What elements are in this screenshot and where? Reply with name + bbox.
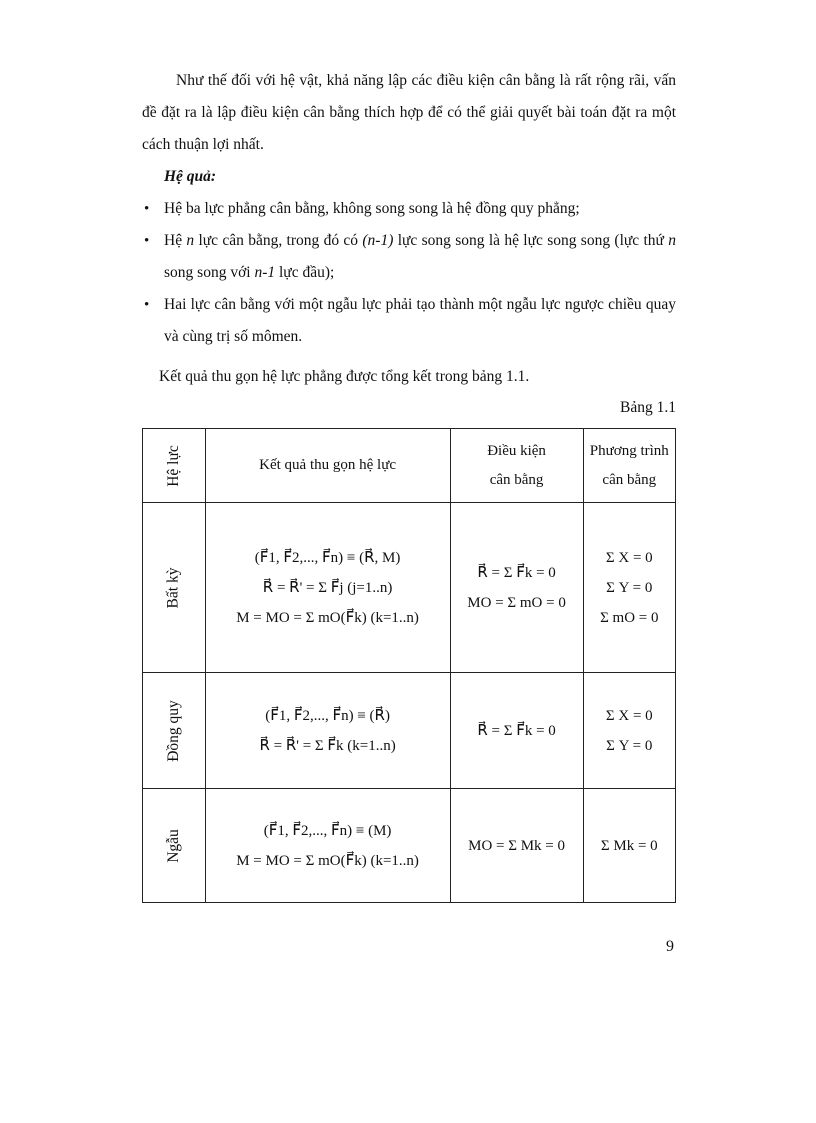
header-equations: Phương trình cân bằng [583, 429, 675, 503]
consequence-heading: Hệ quả: [164, 168, 217, 185]
intro-paragraph: Như thế đối với hệ vật, khả năng lập các điều kiện cân bằng là rất rộng rãi, vấn đề đặt ra là lập điều kiện cân bằng thích hợp để có thể giải quyết bài toán đặt ra một cách thuận lợi nhất. [142, 72, 676, 153]
table-row [143, 503, 676, 673]
list-item: • Hệ ba lực phẳng cân bằng, không song song là hệ đồng quy phẳng; [142, 193, 676, 225]
header-condition: Điều kiện cân bằng [450, 429, 583, 503]
list-item: • Hai lực cân bằng với một ngẫu lực phải tạo thành một ngẫu lực ngược chiều quay và cùng trị số mômen. [142, 289, 676, 353]
reduction-cell: (F⃗1, F⃗2,..., F⃗n) ≡ (M) M = MO = Σ mO(F⃗k) (k=1..n) [205, 789, 450, 903]
summary-text: Kết quả thu gọn hệ lực phẳng được tổng kết trong bảng 1.1. [159, 368, 530, 385]
table-caption: Bảng 1.1 [620, 399, 676, 416]
reduction-cell: (F⃗1, F⃗2,..., F⃗n) ≡ (R⃗, M) R⃗ = R⃗' = Σ F⃗j (j=1..n) M = MO = Σ mO(F⃗k) (k=1..n) [205, 503, 450, 673]
condition-cell: R⃗ = Σ F⃗k = 0 MO = Σ mO = 0 [450, 503, 583, 673]
equations-cell: Σ Mk = 0 [583, 789, 675, 903]
equations-cell: Σ X = 0 Σ Y = 0 Σ mO = 0 [583, 503, 675, 673]
table-row [143, 673, 676, 789]
body-text [142, 65, 676, 353]
condition-cell: MO = Σ Mk = 0 [450, 789, 583, 903]
list-item: • Hệ n lực cân bằng, trong đó có (n-1) lực song song là hệ lực song song (lực thứ n song song với n-1 lực đầu); [142, 225, 676, 289]
row-label: Đồng quy [143, 673, 206, 789]
row-label: Bất kỳ [143, 503, 206, 673]
equations-cell: Σ X = 0 Σ Y = 0 [583, 673, 675, 789]
condition-cell: R⃗ = Σ F⃗k = 0 [450, 673, 583, 789]
row-label: Ngẫu [143, 789, 206, 903]
header-reduction: Kết quả thu gọn hệ lực [205, 429, 450, 503]
table-row [143, 789, 676, 903]
header-force-system: Hệ lực [143, 429, 206, 503]
reduction-table [142, 428, 676, 903]
consequence-list [142, 193, 676, 353]
page-number: 9 [666, 938, 674, 955]
reduction-cell: (F⃗1, F⃗2,..., F⃗n) ≡ (R⃗) R⃗ = R⃗' = Σ F⃗k (k=1..n) [205, 673, 450, 789]
table-header-row [143, 429, 676, 503]
